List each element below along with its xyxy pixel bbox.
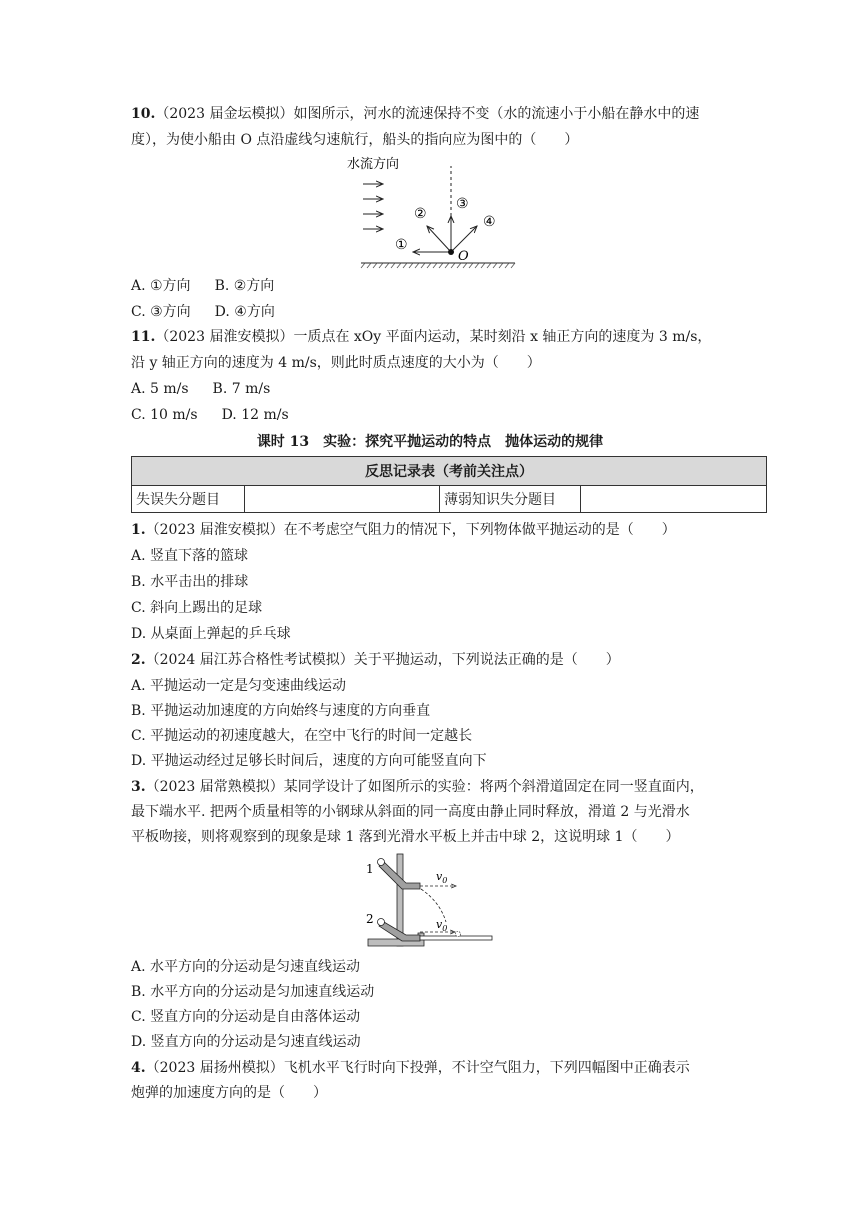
q3-option-c[interactable]: C. 竖直方向的分运动是自由落体运动 xyxy=(131,1009,361,1025)
q1-number: 1. xyxy=(131,522,146,538)
q10-options-row1 xyxy=(131,276,274,296)
q11-options-row2 xyxy=(131,405,289,425)
q2-option-d[interactable]: D. 平抛运动经过足够长时间后，速度的方向可能竖直向下 xyxy=(131,753,487,769)
q1-text: （2023 届淮安模拟）在不考虑空气阻力的情况下，下列物体做平抛运动的是（ ） xyxy=(145,522,676,538)
water-flow-arrows xyxy=(363,184,383,229)
mistake-questions-field[interactable] xyxy=(245,486,440,513)
riverbank-hatch xyxy=(361,263,515,268)
ramp-experiment-figure xyxy=(360,852,495,954)
label-2: ② xyxy=(414,206,427,222)
q10-option-b[interactable]: B. ②方向 xyxy=(214,278,275,294)
q2-stem xyxy=(131,650,620,670)
origin-point xyxy=(448,249,454,255)
q10-line1 xyxy=(131,104,699,124)
q4-line2: 炮弹的加速度方向的是（ ） xyxy=(131,1085,327,1101)
q1-option-b[interactable]: B. 水平击出的排球 xyxy=(131,574,249,590)
label-4: ④ xyxy=(483,214,496,230)
v0-label-2-sub: 0 xyxy=(442,924,448,933)
v0-label-2-letter: v xyxy=(436,918,443,931)
weak-knowledge-field[interactable] xyxy=(581,486,767,513)
q11-option-d[interactable]: D. 12 m/s xyxy=(221,407,289,423)
q2-number: 2. xyxy=(131,652,146,668)
smooth-board xyxy=(420,936,492,940)
mistake-questions-label: 失误失分题目 xyxy=(132,486,245,513)
q3-line1 xyxy=(131,777,704,797)
water-flow-label: 水流方向 xyxy=(347,157,400,172)
q11-number: 11. xyxy=(131,329,156,345)
ramp-1-label: 1 xyxy=(366,862,374,876)
q10-options-row2 xyxy=(131,302,275,322)
ramp-2-label: 2 xyxy=(366,912,374,926)
q3-number: 3. xyxy=(131,779,146,795)
reflection-table-title: 反思记录表（考前关注点） xyxy=(132,457,767,486)
q11-options-row1 xyxy=(131,379,270,399)
q1-option-a[interactable]: A. 竖直下落的篮球 xyxy=(131,548,249,564)
q10-option-a[interactable]: A. ①方向 xyxy=(131,278,191,294)
q2-text: （2024 届江苏合格性考试模拟）关于平抛运动，下列说法正确的是（ ） xyxy=(145,652,620,668)
reflection-table xyxy=(131,456,767,513)
q2-option-b[interactable]: B. 平抛运动加速度的方向始终与速度的方向垂直 xyxy=(131,703,431,719)
v0-label-1 xyxy=(436,870,447,885)
q3-line3: 平板吻接，则将观察到的现象是球 1 落到光滑水平板上并击中球 2，这说明球 1（ ） xyxy=(131,829,680,845)
q10-text-1: （2023 届金坛模拟）如图所示，河水的流速保持不变（水的流速小于小船在静水中的速 xyxy=(155,106,700,122)
q10-number: 10. xyxy=(131,106,156,122)
v0-label-1-letter: v xyxy=(436,870,443,883)
q3-option-a[interactable]: A. 水平方向的分运动是匀速直线运动 xyxy=(131,959,361,975)
q4-number: 4. xyxy=(131,1060,146,1076)
q10-option-d[interactable]: D. ④方向 xyxy=(214,304,275,320)
ball-2 xyxy=(378,919,385,926)
q3-line2: 最下端水平. 把两个质量相等的小钢球从斜面的同一高度由静止同时释放，滑道 2 与光滑水 xyxy=(131,804,690,820)
q11-option-b[interactable]: B. 7 m/s xyxy=(212,381,271,397)
q11-line2: 沿 y 轴正方向的速度为 4 m/s，则此时质点速度的大小为（ ） xyxy=(131,355,541,371)
ball-1 xyxy=(378,859,385,866)
trajectory-1 xyxy=(421,889,446,922)
v0-label-1-sub: 0 xyxy=(442,876,448,885)
q10-line2: 度），为使小船由 O 点沿虚线匀速航行，船头的指向应为图中的（ ） xyxy=(131,132,579,148)
q2-option-c[interactable]: C. 平抛运动的初速度越大，在空中飞行的时间一定越长 xyxy=(131,728,473,744)
label-o: O xyxy=(458,249,469,264)
q11-option-c[interactable]: C. 10 m/s xyxy=(131,407,198,423)
q1-stem xyxy=(131,520,676,540)
q3-text-1: （2023 届常熟模拟）某同学设计了如图所示的实验：将两个斜滑道固定在同一竖直面内， xyxy=(145,779,704,795)
q11-line1 xyxy=(131,327,711,347)
q10-option-c[interactable]: C. ③方向 xyxy=(131,304,191,320)
label-1: ① xyxy=(395,237,408,253)
q11-text-1: （2023 届淮安模拟）一质点在 xOy 平面内运动，某时刻沿 x 轴正方向的速度为 3 m/s， xyxy=(155,329,712,345)
q4-text-1: （2023 届扬州模拟）飞机水平飞行时向下投弹，不计空气阻力，下列四幅图中正确表示 xyxy=(145,1060,690,1076)
label-3: ③ xyxy=(456,196,469,212)
q11-option-a[interactable]: A. 5 m/s xyxy=(131,381,189,397)
weak-knowledge-label: 薄弱知识失分题目 xyxy=(440,486,581,513)
q1-option-d[interactable]: D. 从桌面上弹起的乒乓球 xyxy=(131,626,291,642)
river-boat-figure xyxy=(347,152,520,270)
q2-option-a[interactable]: A. 平抛运动一定是匀变速曲线运动 xyxy=(131,678,347,694)
q4-line1 xyxy=(131,1058,690,1078)
q3-option-b[interactable]: B. 水平方向的分运动是匀加速直线运动 xyxy=(131,984,375,1000)
q1-option-c[interactable]: C. 斜向上踢出的足球 xyxy=(131,600,263,616)
ball-2-position xyxy=(456,932,461,937)
q3-option-d[interactable]: D. 竖直方向的分运动是匀速直线运动 xyxy=(131,1034,361,1050)
section-title: 课时 13 实验：探究平抛运动的特点 抛体运动的规律 xyxy=(256,434,604,450)
